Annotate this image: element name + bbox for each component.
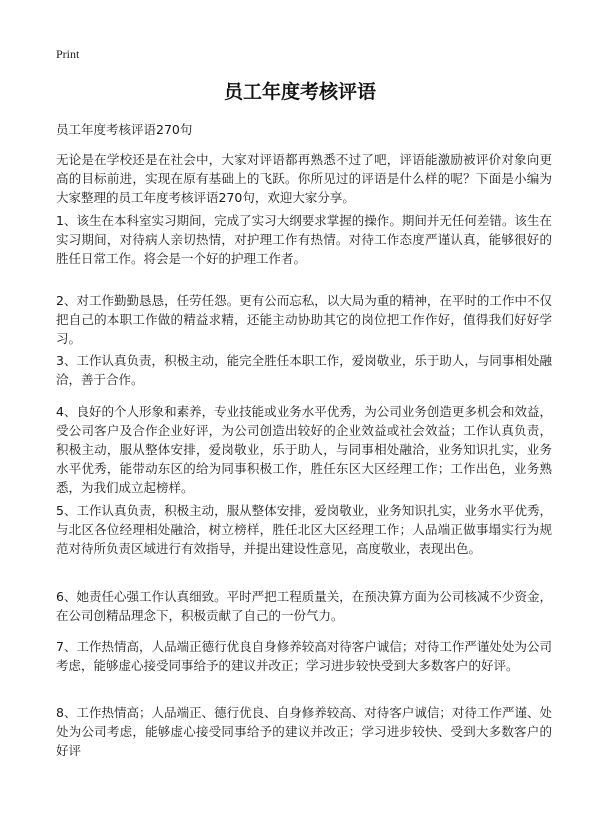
- document-title: 员工年度考核评语: [223, 81, 376, 103]
- paragraph-7: 7、工作热情高，人品端正德行优良自身修养较高对待客户诚信；对待工作严谨处处为公司考虑，能够虚心接受同事给予的建议并改正；学习进步较快受到大多数客户的好评。: [56, 639, 552, 673]
- paragraph-3: 3、工作认真负责，积极主动，能完全胜任本职工作，爱岗敬业，乐于助人，与同事相处融洽，善于合作。: [56, 353, 552, 387]
- paragraph-5: 5、工作认真负责，积极主动，服从整体安排，爱岗敬业，业务知识扎实，业务水平优秀，与北区各位经理相处融洽，树立榜样，胜任北区大区经理工作；人品端正做事塌实行为规范对待所负责区域进行有效指导，并提出建设性意见，高度敬业，表现出色。: [56, 503, 552, 556]
- paragraph-1: 1、该生在本科室实习期间，完成了实习大纲要求掌握的操作。期间并无任何差错。该生在实习期间，对待病人亲切热情，对护理工作有热情。对待工作态度严谨认真，能够很好的胜任日常工作。将会是一个好的护理工作者。: [56, 213, 552, 266]
- intro-paragraph: 无论是在学校还是在社会中，大家对评语都再熟悉不过了吧，评语能激励被评价对象向更高的目标前进，实现在原有基础上的飞跃。你所见过的评语是什么样的呢？下面是小编为大家整理的员工年度考核评语270句，欢迎大家分享。: [56, 152, 552, 205]
- paragraph-8: 8、工作热情高；人品端正、德行优良、自身修养较高、对待客户诚信；对待工作严谨、处处为公司考虑，能够虚心接受同事给予的建议并改正；学习进步较快、受到大多数客户的好评: [56, 705, 552, 758]
- document-subtitle: 员工年度考核评语270句: [56, 122, 193, 137]
- paragraph-6: 6、她责任心强工作认真细致。平时严把工程质量关，在预决算方面为公司核减不少资金，在公司创精品理念下，积极贡献了自己的一份气力。: [56, 589, 552, 623]
- paragraph-4: 4、良好的个人形象和素养，专业技能或业务水平优秀，为公司业务创造更多机会和效益，受公司客户及合作企业好评，为公司创造出较好的企业效益或社会效益；工作认真负责，积极主动，服从整体安排，爱岗敬业，乐于助人，与同事相处融洽，业务知识扎实，业务水平优秀，能带动东区的给为同事积极工作，胜任东区大区经理工作；工作出色，业务熟悉，为我们成立起榜样。: [56, 404, 552, 495]
- paragraph-2: 2、对工作勤勤恳恳，任劳任怨。更有公而忘私，以大局为重的精神，在平时的工作中不仅把自己的本职工作做的精益求精，还能主动协助其它的岗位把工作作好，值得我们好好学习。: [56, 293, 552, 346]
- print-label: Print: [56, 47, 80, 61]
